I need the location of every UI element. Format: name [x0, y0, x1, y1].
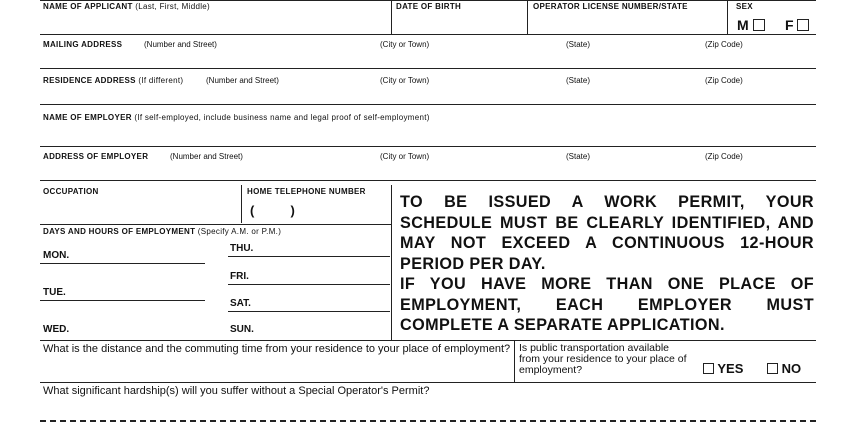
- row-line: [40, 224, 392, 225]
- mailing-city-hint: (City or Town): [380, 40, 430, 49]
- sex-male-option[interactable]: [737, 17, 765, 33]
- home-phone-label: HOME TELEPHONE NUMBER: [247, 187, 366, 196]
- sun-label: SUN.: [230, 324, 254, 335]
- top-border: [40, 0, 816, 1]
- transport-no-checkbox[interactable]: [767, 363, 778, 374]
- notice-line: EMPLOYMENT, EACH EMPLOYER MUST: [400, 295, 814, 314]
- row-line: [40, 104, 816, 105]
- divider: [514, 340, 515, 382]
- mailing-address-field[interactable]: [42, 50, 812, 66]
- transport-yes-option[interactable]: [703, 361, 743, 376]
- mailing-state-hint: (State): [566, 40, 591, 49]
- mailing-zip-hint: (Zip Code): [705, 40, 743, 49]
- employer-street-hint: (Number and Street): [170, 152, 243, 161]
- distance-question: What is the distance and the commuting time from your residence to your place of employment?: [43, 343, 511, 355]
- mailing-address-label: MAILING ADDRESS: [43, 40, 123, 49]
- divider: [727, 0, 728, 34]
- sat-label: SAT.: [230, 298, 251, 309]
- divider: [391, 0, 392, 34]
- row-line: [40, 340, 816, 341]
- transport-no-label: NO: [781, 361, 802, 376]
- row-line: [40, 180, 816, 181]
- fri-line: [228, 284, 390, 285]
- dob-field[interactable]: [394, 12, 524, 32]
- fri-label: FRI.: [230, 271, 249, 282]
- tue-hours-field[interactable]: [80, 285, 204, 299]
- employer-city-hint: (City or Town): [380, 152, 430, 161]
- mon-hours-field[interactable]: [80, 248, 204, 262]
- residence-street-hint: (Number and Street): [206, 76, 279, 85]
- dob-label: DATE OF BIRTH: [396, 2, 462, 11]
- residence-city-hint: (City or Town): [380, 76, 430, 85]
- home-phone-area-code: ( ): [250, 203, 295, 218]
- occupation-field[interactable]: [42, 198, 238, 222]
- residence-state-hint: (State): [566, 76, 591, 85]
- mon-label: MON.: [43, 250, 70, 261]
- sex-label: SEX: [736, 2, 753, 11]
- work-permit-notice: [400, 192, 814, 336]
- sex-male-label: M: [737, 17, 749, 33]
- sex-female-label: F: [785, 17, 794, 33]
- home-phone-field[interactable]: [244, 198, 389, 222]
- employer-zip-hint: (Zip Code): [705, 152, 743, 161]
- notice-line: COMPLETE A SEPARATE APPLICATION.: [400, 316, 725, 334]
- applicant-name-label: NAME OF APPLICANT (Last, First, Middle): [43, 2, 210, 11]
- hardship-answer-line: [40, 420, 816, 422]
- transport-question: Is public transportation available from your residence to your place of employment?: [519, 342, 687, 376]
- divider: [527, 0, 528, 34]
- days-hours-label: DAYS AND HOURS OF EMPLOYMENT (Specify A.M. or P.M.): [43, 227, 282, 236]
- fri-hours-field[interactable]: [264, 269, 388, 283]
- row-line: [40, 146, 816, 147]
- divider: [241, 185, 242, 223]
- hardship-answer-field[interactable]: [42, 400, 812, 418]
- distance-answer-field[interactable]: [42, 358, 510, 378]
- wed-hours-field[interactable]: [80, 322, 204, 336]
- sat-hours-field[interactable]: [264, 296, 388, 310]
- license-label: OPERATOR LICENSE NUMBER/STATE: [533, 2, 688, 11]
- employer-address-field[interactable]: [42, 162, 812, 178]
- sex-male-checkbox[interactable]: [753, 19, 765, 31]
- employer-name-label: NAME OF EMPLOYER (If self-employed, include business name and legal proof of self-employment): [43, 113, 430, 122]
- residence-address-label: RESIDENCE ADDRESS (If different): [43, 76, 184, 85]
- thu-line: [228, 256, 390, 257]
- tue-label: TUE.: [43, 287, 66, 298]
- transport-yes-label: YES: [717, 361, 744, 376]
- divider: [391, 185, 392, 340]
- sat-line: [228, 311, 390, 312]
- mailing-street-hint: (Number and Street): [144, 40, 217, 49]
- transport-no-option[interactable]: [767, 361, 801, 376]
- notice-line: IF YOU HAVE MORE THAN ONE PLACE OF: [400, 275, 814, 293]
- notice-line: MAY NOT EXCEED A CONTINUOUS 12-HOUR: [400, 234, 814, 252]
- sun-hours-field[interactable]: [264, 322, 388, 336]
- residence-address-field[interactable]: [42, 86, 812, 102]
- employer-name-field[interactable]: [42, 124, 812, 144]
- thu-hours-field[interactable]: [264, 241, 388, 255]
- thu-label: THU.: [230, 243, 254, 254]
- hardship-question: What significant hardship(s) will you suffer without a Special Operator's Permit?: [43, 385, 430, 397]
- notice-line: TO BE ISSUED A WORK PERMIT, YOUR: [400, 193, 814, 211]
- row-line: [40, 382, 816, 383]
- mon-line: [40, 263, 205, 264]
- license-field[interactable]: [530, 12, 724, 32]
- row-line: [40, 68, 816, 69]
- employer-state-hint: (State): [566, 152, 591, 161]
- employer-address-label: ADDRESS OF EMPLOYER: [43, 152, 149, 161]
- occupation-label: OCCUPATION: [43, 187, 99, 196]
- notice-line: SCHEDULE MUST BE CLEARLY IDENTIFIED, AND: [400, 213, 814, 232]
- sex-female-checkbox[interactable]: [797, 19, 809, 31]
- notice-line: PERIOD PER DAY.: [400, 254, 546, 273]
- wed-label: WED.: [43, 324, 70, 335]
- row-line: [40, 34, 816, 35]
- residence-zip-hint: (Zip Code): [705, 76, 743, 85]
- tue-line: [40, 300, 205, 301]
- applicant-name-field[interactable]: [42, 12, 388, 32]
- sex-female-option[interactable]: [785, 17, 809, 33]
- transport-yes-checkbox[interactable]: [703, 363, 714, 374]
